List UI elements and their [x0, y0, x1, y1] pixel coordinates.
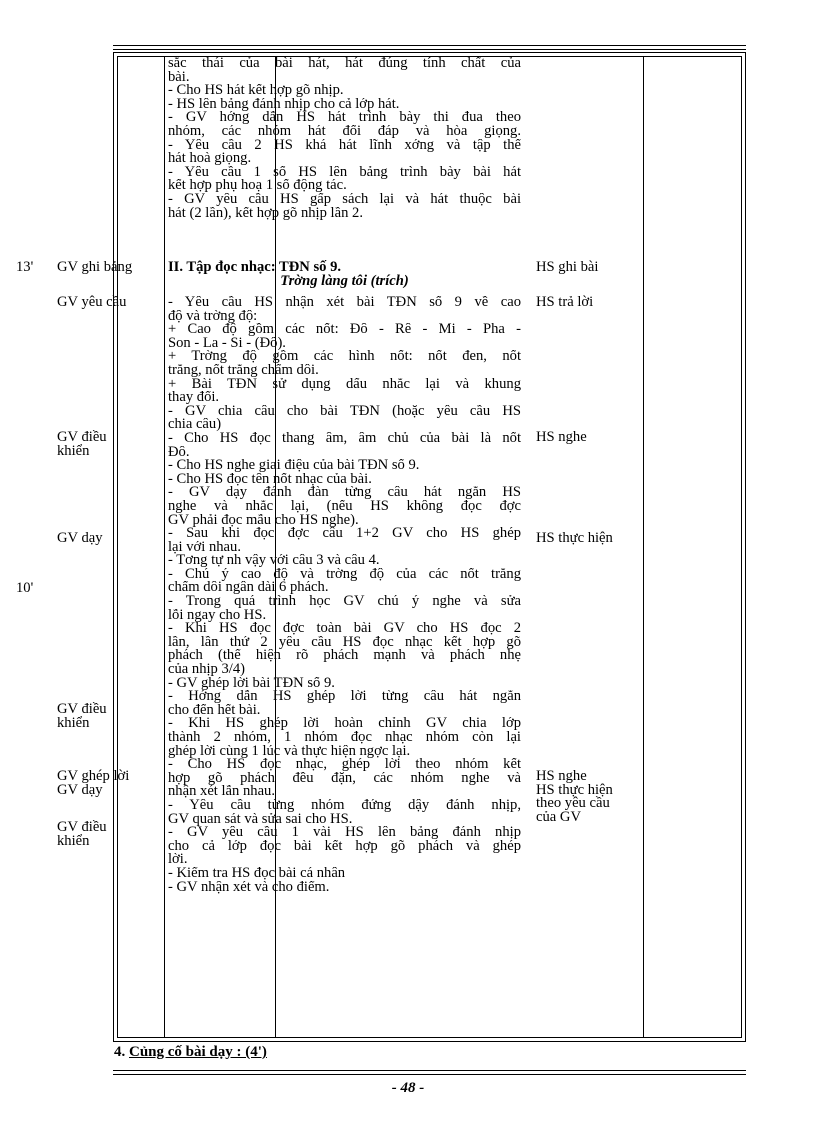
footer-section-number: 4.: [114, 1044, 126, 1060]
content-line: - GV nhận xét và cho điểm.: [168, 880, 330, 895]
content-line: cho cả lớp đọc bài kết hợp gõ phách và ghép: [168, 839, 521, 854]
content-line: - GV yêu cầu 1 vài HS lên bảng đánh nhịp: [168, 826, 521, 840]
teacher-activity: GV dạy: [57, 530, 103, 546]
content-line: - GV yêu cầu HS gấp sách lại và hát thuộc bài: [168, 192, 521, 207]
content-line: + Trờng độ gồm các hình nốt: nốt đen, nốt: [168, 350, 521, 364]
student-activity: HS ghi bài: [536, 259, 599, 275]
content-line: nhóm, các nhóm hát đối đáp và hòa giọng.: [168, 124, 521, 139]
time-cell: 13': [16, 259, 34, 275]
content-line: - GV ghép lời bài TĐN số 9.: [168, 676, 335, 691]
content-line: GV quan sát và sửa sai cho HS.: [168, 812, 353, 827]
student-activity: HS trả lời: [536, 294, 594, 310]
teacher-activity: GV ghép lời GV dạy: [57, 768, 130, 798]
bottom-rule: [113, 1070, 746, 1071]
content-line: trắng, nốt trắng chấm dôi.: [168, 363, 319, 378]
content-line: - Cho HS đọc thang âm, âm chủ của bài là nốt: [168, 431, 521, 446]
content-line: - Cho HS đọc tên nốt nhạc của bài.: [168, 472, 372, 487]
teacher-activity: GV điều khiển: [57, 819, 107, 849]
content-block-1: [168, 57, 521, 220]
content-line: hợp gõ phách đều đặn, các nhóm nghe và: [168, 771, 521, 786]
content-line: - Yêu cầu từng nhóm đứng dậy đánh nhịp,: [168, 798, 521, 813]
column-divider: [643, 57, 644, 1037]
footer-section-title: Củng cố bài dạy : (4'): [129, 1044, 267, 1060]
content-line: nhận xét lẫn nhau.: [168, 785, 275, 799]
content-line: - Trong quá trình học GV chú ý nghe và sửa: [168, 595, 521, 609]
content-line: - HS lên bảng đánh nhịp cho cả lớp hát.: [168, 97, 400, 112]
content-line: - Cho HS đọc nhạc, ghép lời theo nhóm kết: [168, 758, 521, 772]
content-line: - Yêu cầu 2 HS khá hát lĩnh xớng và tập thể: [168, 138, 521, 153]
content-line: - Khi HS ghép lời hoàn chỉnh GV chia lớp: [168, 717, 521, 731]
content-line: - Hớng dẫn HS ghép lời từng câu hát ngắn: [168, 690, 521, 704]
teacher-activity: GV điều khiển: [57, 701, 107, 731]
section-heading: II. Tập đọc nhạc: TĐN số 9.: [168, 259, 342, 275]
content-line: phách (thể hiện rõ phách mạnh và phách nhẹ: [168, 649, 521, 664]
footer-section: [114, 1044, 267, 1061]
page-number: - 48 -: [391, 1080, 425, 1096]
top-rule-inner: [113, 49, 746, 50]
column-divider: [164, 57, 165, 1037]
content-line: - Yêu cầu HS nhận xét bài TĐN số 9 về cao: [168, 296, 521, 310]
teacher-activity: GV điều khiển: [57, 429, 107, 459]
teacher-activity: GV yêu cầu: [57, 294, 127, 310]
content-line: nghe và nhắc lại, (nếu HS không đọc đợc: [168, 499, 521, 514]
content-line: Đô.: [168, 445, 190, 460]
content-line: - Yêu cầu 1 số HS lên bảng trình bày bài hát: [168, 165, 521, 180]
content-line: - Tơng tự nh vậy với câu 3 và câu 4.: [168, 554, 380, 568]
content-line: - Cho HS hát kết hợp gõ nhịp.: [168, 84, 344, 98]
content-line: Son - La - Si - (Đô).: [168, 336, 286, 351]
content-line: - GV dạy đánh đàn từng câu hát ngắn HS: [168, 486, 521, 500]
content-line: lại với nhau.: [168, 540, 241, 555]
song-subtitle: Trờng làng tôi (trích): [280, 273, 409, 289]
content-line: ghép lời cùng 1 lúc và thực hiện ngợc lại.: [168, 744, 411, 759]
content-line: sắc thái của bài hát, hát đúng tính chất của: [168, 57, 521, 71]
content-line: lần, lần thứ 2 yêu cầu HS đọc nhạc kết hợp gõ: [168, 635, 521, 650]
teacher-activity: GV ghi bảng: [57, 259, 133, 275]
content-line: lời.: [168, 853, 188, 867]
content-block-2: [168, 296, 521, 894]
student-activity: HS nghe HS thực hiện theo yêu cầu của GV: [536, 768, 613, 825]
content-line: thành 2 nhóm, 1 nhóm đọc nhạc nhóm còn lại: [168, 731, 521, 745]
content-line: lỗi ngay cho HS.: [168, 608, 267, 623]
top-rule: [113, 45, 746, 46]
content-line: chia câu): [168, 418, 222, 432]
time-cell: 10': [16, 580, 34, 596]
content-line: + Cao độ gồm các nốt: Đô - Rê - Mi - Pha -: [168, 323, 521, 337]
bottom-rule-inner: [113, 1074, 746, 1075]
content-line: chấm dôi ngân dài 6 phách.: [168, 581, 329, 596]
content-line: cho đến hết bài.: [168, 703, 261, 718]
content-line: - GV chia câu cho bài TĐN (hoặc yêu cầu HS: [168, 404, 521, 419]
student-activity: HS thực hiện: [536, 530, 613, 546]
content-line: - Kiểm tra HS đọc bài cá nhân: [168, 866, 346, 881]
content-line: - Khi HS đọc đợc toàn bài GV cho HS đọc 2: [168, 622, 521, 636]
student-activity: HS nghe: [536, 429, 587, 445]
content-line: kết hợp phụ hoạ 1 số động tác.: [168, 179, 347, 193]
content-line: bài.: [168, 70, 190, 85]
content-line: - GV hớng dẫn HS hát trình bày thi đua theo: [168, 111, 521, 125]
content-line: độ và trờng độ:: [168, 309, 258, 324]
content-line: hát hoà giọng.: [168, 152, 252, 166]
content-line: của nhịp 3/4): [168, 663, 246, 677]
content-line: GV phải đọc mẫu cho HS nghe).: [168, 513, 359, 528]
content-line: + Bài TĐN sử dụng dấu nhắc lại và khung: [168, 377, 521, 392]
content-line: - Cho HS nghe giai điệu của bài TĐN số 9.: [168, 459, 420, 473]
content-line: thay đổi.: [168, 391, 220, 405]
content-line: - Sau khi đọc đợc câu 1+2 GV cho HS ghép: [168, 527, 521, 541]
content-line: hát (2 lần), kết hợp gõ nhịp lần 2.: [168, 206, 363, 221]
content-line: - Chú ý cao độ và trờng độ của các nốt trắng: [168, 567, 521, 582]
